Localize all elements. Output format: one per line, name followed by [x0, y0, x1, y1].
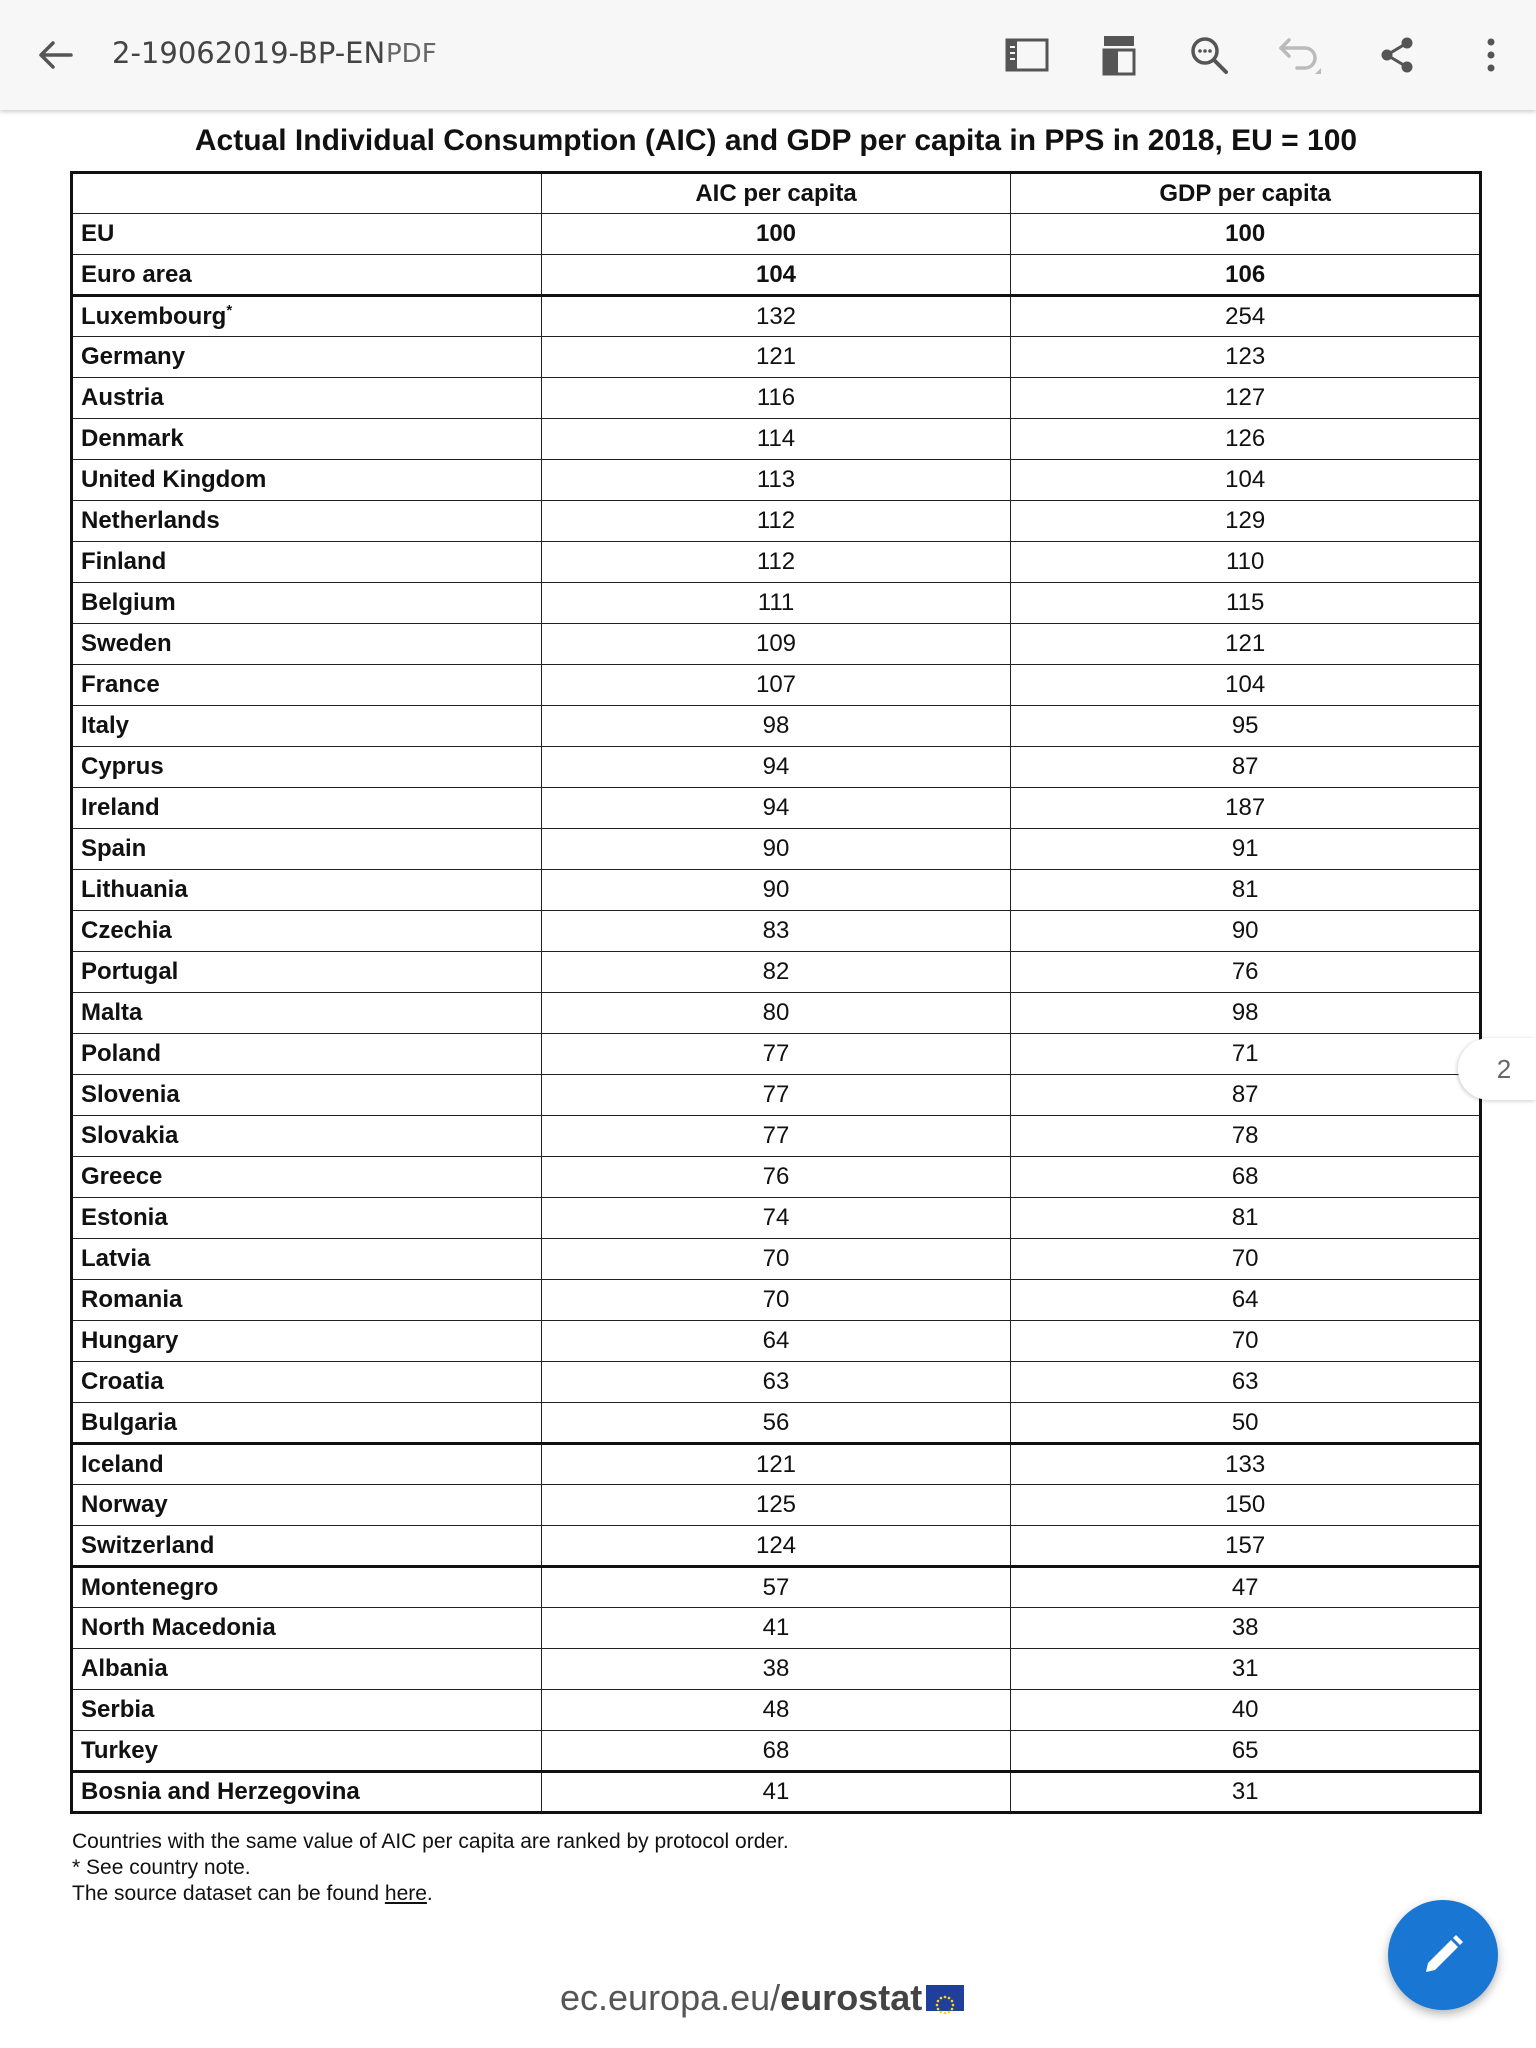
country-name: Slovakia: [81, 1122, 179, 1149]
country-cell: [72, 624, 542, 665]
country-cell: [72, 337, 542, 378]
header-aic: AIC per capita: [541, 173, 1011, 214]
table-title: Actual Individual Consumption (AIC) and GDP per capita in PPS in 2018, EU = 100: [194, 124, 1358, 157]
aic-value: 68: [541, 1731, 1011, 1772]
table-row: [72, 624, 1481, 665]
gdp-value: 104: [1011, 460, 1481, 501]
gdp-value: 87: [1011, 747, 1481, 788]
table-row: [72, 1485, 1481, 1526]
aic-value: 77: [541, 1116, 1011, 1157]
page-layout-button[interactable]: [1094, 30, 1144, 80]
country-name: Euro area: [81, 260, 192, 288]
footer-brand: eurostat: [780, 1977, 923, 2018]
more-icon: [1485, 35, 1497, 75]
country-name: Austria: [81, 384, 164, 411]
country-cell: [72, 1567, 542, 1608]
country-name: Spain: [81, 835, 147, 862]
country-cell: [72, 870, 542, 911]
country-name: Malta: [81, 999, 143, 1026]
aic-value: 104: [541, 255, 1011, 296]
country-cell: [72, 1690, 542, 1731]
undo-button[interactable]: [1274, 30, 1324, 80]
table-row: [72, 214, 1481, 255]
table-row: [72, 1321, 1481, 1362]
table-row: [72, 337, 1481, 378]
country-cell: [72, 1731, 542, 1772]
country-name: France: [81, 671, 160, 698]
gdp-value: 157: [1011, 1526, 1481, 1567]
note-source-suffix: .: [426, 1882, 433, 1905]
aic-value: 114: [541, 419, 1011, 460]
country-name: Czechia: [81, 917, 172, 944]
gdp-value: 95: [1011, 706, 1481, 747]
country-name: Luxembourg: [81, 302, 227, 330]
share-icon: [1377, 35, 1417, 75]
country-cell: [72, 1444, 542, 1485]
gdp-value: 65: [1011, 1731, 1481, 1772]
gdp-value: 254: [1011, 296, 1481, 337]
gdp-value: 76: [1011, 952, 1481, 993]
table-row: [72, 1690, 1481, 1731]
country-name: Italy: [81, 712, 130, 739]
country-cell: [72, 296, 542, 337]
country-name: Hungary: [81, 1327, 179, 1354]
search-button[interactable]: [1184, 30, 1234, 80]
country-cell: [72, 1116, 542, 1157]
aic-value: 112: [541, 501, 1011, 542]
table-row: [72, 255, 1481, 296]
search-icon: [1188, 34, 1230, 76]
gdp-value: 78: [1011, 1116, 1481, 1157]
country-cell: [72, 829, 542, 870]
country-cell: [72, 1362, 542, 1403]
gdp-value: 90: [1011, 911, 1481, 952]
aic-value: 77: [541, 1034, 1011, 1075]
gdp-value: 121: [1011, 624, 1481, 665]
country-cell: [72, 1403, 542, 1444]
country-cell: [72, 1526, 542, 1567]
table-row: [72, 1526, 1481, 1567]
aic-value: 90: [541, 829, 1011, 870]
country-name: North Macedonia: [81, 1614, 276, 1641]
gdp-value: 104: [1011, 665, 1481, 706]
back-button[interactable]: [30, 30, 80, 80]
aic-value: 94: [541, 747, 1011, 788]
country-cell: [72, 747, 542, 788]
aic-value: 132: [541, 296, 1011, 337]
table-row: [72, 378, 1481, 419]
reading-mode-button[interactable]: [1002, 30, 1052, 80]
country-cell: [72, 1649, 542, 1690]
country-name: United Kingdom: [81, 466, 267, 493]
country-cell: [72, 665, 542, 706]
aic-value: 112: [541, 542, 1011, 583]
aic-value: 74: [541, 1198, 1011, 1239]
gdp-value: 64: [1011, 1280, 1481, 1321]
country-cell: [72, 255, 542, 296]
country-cell: [72, 542, 542, 583]
gdp-value: 98: [1011, 993, 1481, 1034]
aic-value: 116: [541, 378, 1011, 419]
country-cell: [72, 214, 542, 255]
country-cell: [72, 788, 542, 829]
aic-value: 77: [541, 1075, 1011, 1116]
country-name: Sweden: [81, 630, 172, 657]
table-row: [72, 1075, 1481, 1116]
more-options-button[interactable]: [1466, 30, 1516, 80]
country-name: Bosnia and Herzegovina: [81, 1778, 360, 1805]
file-type-label: PDF: [386, 39, 437, 69]
country-cell: [72, 1280, 542, 1321]
country-name: Estonia: [81, 1204, 168, 1231]
aic-value: 70: [541, 1280, 1011, 1321]
table-row: [72, 706, 1481, 747]
note-source-prefix: The source dataset can be found: [72, 1882, 385, 1905]
aic-value: 113: [541, 460, 1011, 501]
gdp-value: 50: [1011, 1403, 1481, 1444]
table-row: [72, 1239, 1481, 1280]
gdp-value: 47: [1011, 1567, 1481, 1608]
country-name: Lithuania: [81, 876, 188, 903]
country-cell: [72, 1239, 542, 1280]
table-row: [72, 1403, 1481, 1444]
gdp-value: 129: [1011, 501, 1481, 542]
page-layout-icon: [1101, 33, 1137, 77]
table-header-row: [72, 173, 1481, 214]
edit-button[interactable]: [1388, 1900, 1498, 2010]
table-body: [72, 214, 1481, 1813]
gdp-value: 68: [1011, 1157, 1481, 1198]
country-name: Cyprus: [81, 753, 164, 780]
country-cell: [72, 1485, 542, 1526]
aic-value: 121: [541, 337, 1011, 378]
gdp-value: 110: [1011, 542, 1481, 583]
table-row: [72, 1362, 1481, 1403]
country-cell: [72, 460, 542, 501]
country-name: Serbia: [81, 1696, 155, 1723]
aic-value: 48: [541, 1690, 1011, 1731]
country-cell: [72, 1321, 542, 1362]
country-cell: [72, 1075, 542, 1116]
gdp-value: 31: [1011, 1649, 1481, 1690]
country-name: Netherlands: [81, 507, 220, 534]
gdp-value: 133: [1011, 1444, 1481, 1485]
country-cell: [72, 1157, 542, 1198]
country-cell: [72, 583, 542, 624]
country-note-marker: *: [226, 301, 233, 319]
table-row: [72, 296, 1481, 337]
header-country: [72, 173, 542, 214]
gdp-value: 71: [1011, 1034, 1481, 1075]
gdp-value: 63: [1011, 1362, 1481, 1403]
country-cell: [72, 952, 542, 993]
gdp-value: 127: [1011, 378, 1481, 419]
table-row: [72, 1731, 1481, 1772]
page-indicator[interactable]: 2: [1458, 1038, 1536, 1100]
country-name: Latvia: [81, 1245, 151, 1272]
note-country: * See country note.: [72, 1856, 251, 1879]
gdp-value: 100: [1011, 214, 1481, 255]
country-name: Switzerland: [81, 1531, 215, 1559]
gdp-value: 87: [1011, 1075, 1481, 1116]
country-cell: [72, 501, 542, 542]
table-row: [72, 1444, 1481, 1485]
country-name: Portugal: [81, 958, 179, 985]
country-cell: [72, 993, 542, 1034]
gdp-value: 115: [1011, 583, 1481, 624]
table-row: [72, 993, 1481, 1034]
country-name: EU: [81, 220, 115, 247]
country-name: Montenegro: [81, 1573, 219, 1601]
table-row: [72, 1157, 1481, 1198]
aic-value: 41: [541, 1772, 1011, 1813]
table-row: [72, 419, 1481, 460]
table-row: [72, 870, 1481, 911]
aic-value: 124: [541, 1526, 1011, 1567]
table-notes: [72, 1829, 789, 1907]
note-protocol-order: Countries with the same value of AIC per capita are ranked by protocol order.: [72, 1830, 789, 1853]
document-title: 2-19062019-BP-EN: [112, 36, 386, 70]
footer-domain: ec.europa.eu/: [560, 1977, 781, 2018]
country-name: Croatia: [81, 1368, 164, 1395]
note-source: [72, 1881, 789, 1907]
source-link[interactable]: here: [384, 1882, 427, 1905]
back-icon: [35, 35, 75, 75]
table-row: [72, 1034, 1481, 1075]
eurostat-footer: [560, 1977, 964, 2019]
header-gdp: GDP per capita: [1011, 173, 1481, 214]
country-name: Slovenia: [81, 1081, 180, 1108]
table-row: [72, 501, 1481, 542]
gdp-value: 70: [1011, 1321, 1481, 1362]
gdp-value: 150: [1011, 1485, 1481, 1526]
country-name: Finland: [81, 548, 167, 575]
gdp-value: 31: [1011, 1772, 1481, 1813]
table-row: [72, 1280, 1481, 1321]
gdp-value: 187: [1011, 788, 1481, 829]
table-row: [72, 1198, 1481, 1239]
aic-value: 38: [541, 1649, 1011, 1690]
aic-value: 56: [541, 1403, 1011, 1444]
country-cell: [72, 1608, 542, 1649]
country-cell: [72, 1198, 542, 1239]
gdp-value: 70: [1011, 1239, 1481, 1280]
country-cell: [72, 1034, 542, 1075]
country-name: Bulgaria: [81, 1408, 178, 1436]
eu-stars-icon: [926, 1992, 964, 2018]
country-cell: [72, 911, 542, 952]
table-row: [72, 1567, 1481, 1608]
aic-value: 107: [541, 665, 1011, 706]
data-table: [70, 171, 1482, 1814]
table-row: [72, 460, 1481, 501]
aic-value: 94: [541, 788, 1011, 829]
country-cell: [72, 419, 542, 460]
aic-value: 83: [541, 911, 1011, 952]
gdp-value: 106: [1011, 255, 1481, 296]
country-cell: [72, 1772, 542, 1813]
aic-value: 64: [541, 1321, 1011, 1362]
eu-flag-icon: [926, 1985, 964, 2011]
aic-value: 57: [541, 1567, 1011, 1608]
aic-value: 63: [541, 1362, 1011, 1403]
undo-icon: [1275, 34, 1323, 76]
country-cell: [72, 378, 542, 419]
share-button[interactable]: [1372, 30, 1422, 80]
country-name: Belgium: [81, 589, 176, 616]
country-name: Norway: [81, 1491, 168, 1518]
table-row: [72, 911, 1481, 952]
table-row: [72, 788, 1481, 829]
country-name: Albania: [81, 1655, 168, 1682]
aic-value: 100: [541, 214, 1011, 255]
gdp-value: 38: [1011, 1608, 1481, 1649]
table-row: [72, 952, 1481, 993]
country-name: Romania: [81, 1286, 183, 1313]
gdp-value: 81: [1011, 1198, 1481, 1239]
aic-value: 76: [541, 1157, 1011, 1198]
aic-value: 41: [541, 1608, 1011, 1649]
country-name: Poland: [81, 1040, 162, 1067]
gdp-value: 40: [1011, 1690, 1481, 1731]
table-row: [72, 583, 1481, 624]
country-name: Turkey: [81, 1736, 158, 1764]
country-name: Germany: [81, 343, 186, 370]
country-name: Greece: [81, 1163, 163, 1190]
country-name: Iceland: [81, 1450, 164, 1478]
aic-value: 98: [541, 706, 1011, 747]
aic-value: 70: [541, 1239, 1011, 1280]
table-row: [72, 829, 1481, 870]
country-cell: [72, 706, 542, 747]
gdp-value: 91: [1011, 829, 1481, 870]
aic-value: 80: [541, 993, 1011, 1034]
aic-value: 125: [541, 1485, 1011, 1526]
table-row: [72, 1772, 1481, 1813]
aic-value: 121: [541, 1444, 1011, 1485]
gdp-value: 81: [1011, 870, 1481, 911]
table-row: [72, 542, 1481, 583]
reading-mode-icon: [1005, 37, 1049, 73]
gdp-value: 123: [1011, 337, 1481, 378]
table-row: [72, 747, 1481, 788]
app-bar: [0, 0, 1536, 110]
edit-icon: [1420, 1932, 1466, 1978]
country-name: Denmark: [81, 425, 184, 452]
table-row: [72, 1649, 1481, 1690]
gdp-value: 126: [1011, 419, 1481, 460]
table-row: [72, 665, 1481, 706]
aic-value: 82: [541, 952, 1011, 993]
country-name: Ireland: [81, 794, 160, 821]
aic-value: 109: [541, 624, 1011, 665]
table-row: [72, 1116, 1481, 1157]
aic-value: 111: [541, 583, 1011, 624]
aic-value: 90: [541, 870, 1011, 911]
table-row: [72, 1608, 1481, 1649]
